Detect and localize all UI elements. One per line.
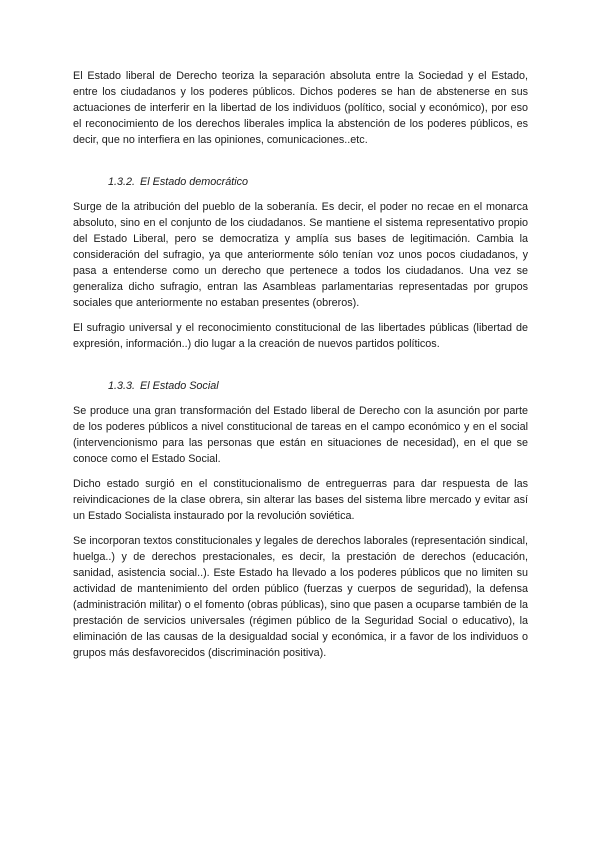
section-title: El Estado democrático (140, 176, 249, 188)
body-paragraph: Dicho estado surgió en el constitucionalismo de entreguerras para dar respuesta de las reivindicaciones de la clase obrera, sin alterar las bases del sistema libre mercado y evitar así un Estado Socialista instaurado por la revolución soviética. (73, 478, 528, 522)
body-paragraph: Se produce una gran transformación del Estado liberal de Derecho con la asunción por parte de los poderes públicos a nivel constitucional de tareas en el campo económico y en el social (intervencionismo para las personas que están en situaciones de necesidad), en el que se conoce como el Estado Social. (73, 405, 528, 465)
body-paragraph: Se incorporan textos constitucionales y legales de derechos laborales (representación sindical, huelga..) y de derechos prestacionales, es decir, la prestación de derechos (educación, sanidad, asistencia social..). Este Estado ha llevado a los poderes públicos que no limiten su actividad de mantenimiento del orden público (fuerzas y cuerpos de seguridad), la defensa (administración militar) o el fomento (obras públicas), sino que pasen a ocuparse también de la prestación de servicios universales (régimen público de la Seguridad Social o educativo), la eliminación de las causas de la desigualdad social y económica, ir a favor de los individuos o grupos más desfavorecidos (discriminación positiva). (73, 535, 528, 659)
document-page (73, 68, 528, 670)
section-number: 1.3.3. (108, 380, 136, 392)
body-paragraph: El sufragio universal y el reconocimiento constitucional de las libertades públicas (libertad de expresión, información..) dio lugar a la creación de nuevos partidos políticos. (73, 322, 528, 350)
intro-paragraph: El Estado liberal de Derecho teoriza la separación absoluta entre la Sociedad y el Estado, entre los ciudadanos y los poderes públicos. Dichos poderes se han de abstenerse en sus actuaciones de interferir en la libertad de los individuos (político, social y económico), por eso el reconocimiento de los derechos liberales implica la abstención de los poderes públicos, es decir, que no interfiera en las opiniones, comunicaciones..etc. (73, 70, 528, 146)
section-title: El Estado Social (140, 380, 219, 392)
section-number: 1.3.2. (108, 176, 136, 188)
section-heading-social (108, 378, 528, 394)
body-paragraph: Surge de la atribución del pueblo de la soberanía. Es decir, el poder no recae en el monarca absoluto, sino en el conjunto de los ciudadanos. Se mantiene el sistema representativo propio del Estado Liberal, pero se democratiza y amplía sus bases de legitimación. Cambia la consideración del sufragio, ya que anteriormente sólo tenían voz unos pocos ciudadanos, y pasa a entenderse como un derecho que pertenece a todos los ciudadanos. Una vez se generaliza dicho sufragio, entran las Asambleas parlamentarias representadas por grupos sociales que anteriormente no estaban presentes (obreros). (73, 201, 528, 309)
section-heading-democratico (108, 174, 528, 190)
